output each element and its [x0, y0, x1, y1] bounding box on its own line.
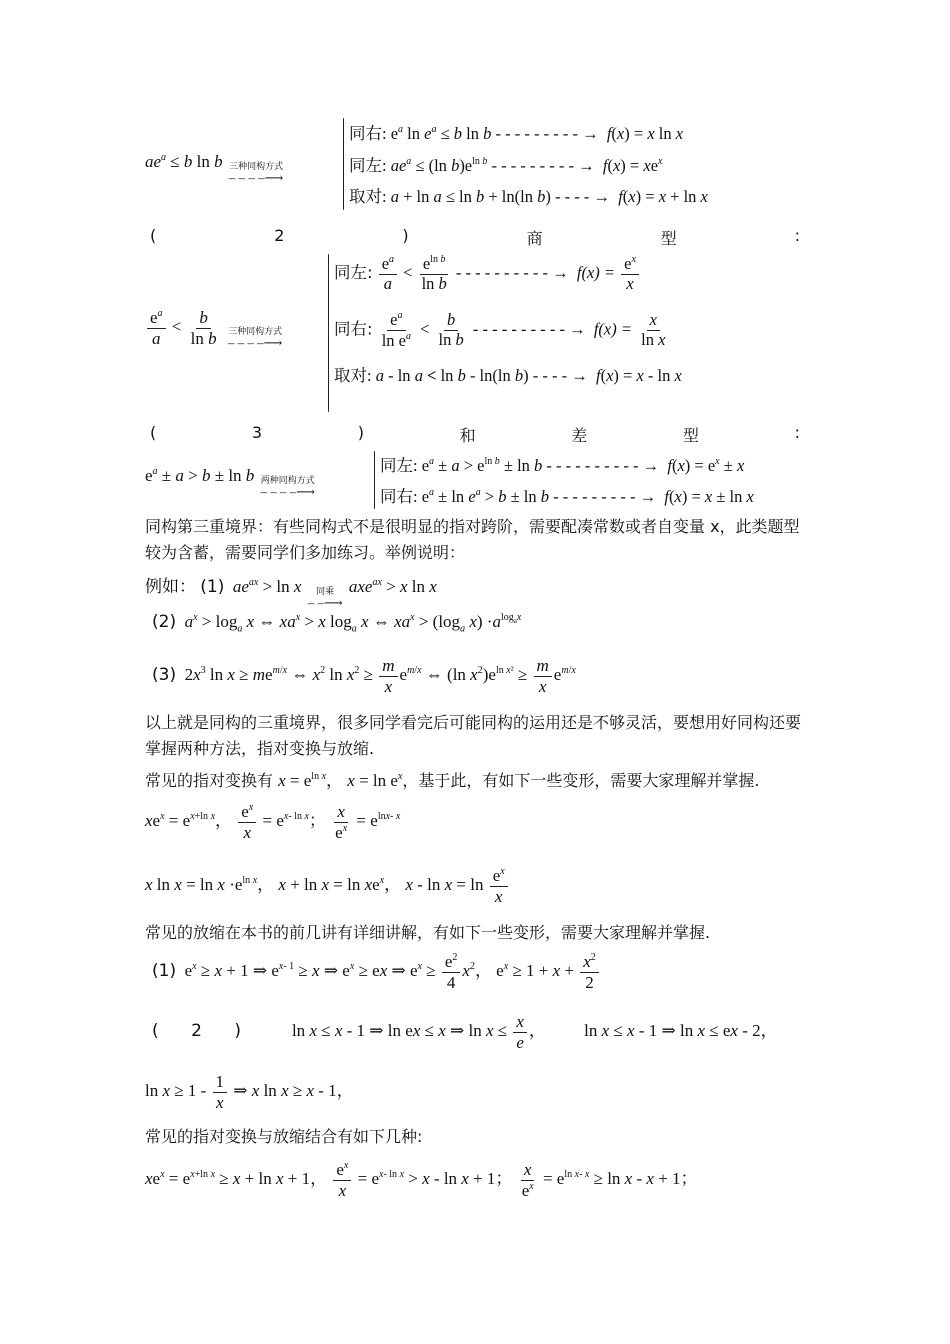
section3-arrow: 两种同构方式 – – – –⟶ — [260, 476, 315, 499]
para-summary: 以上就是同构的三重境界，很多同学看完后可能同构的运用还是不够灵活，要想用好同构还要掌握两种方法，指对变换与放缩. — [145, 713, 802, 758]
scaling-formulas-3: ln x ≥ 1 - $\frac{1}{x}$ ⇒ x ln x ≥ x - 1， — [145, 1072, 354, 1112]
transform-formulas-1: $xe^x = e^{x+ln x}$， $\frac{e^x}{x}$ = $e^{x- ln x}$； $\frac{x}{e^x}$ = $e^{lnx- x}$ — [145, 802, 401, 842]
example-3: (3) $2x^3$ $\ln x \ge me^{m/x}$ ⇔ $x^2$ $\ln x^2$ ≥ $\frac{m}{x}$ $e^{m/x}$ ⇔ (ln $x^2)e^{ln x^2}$ ≥ $\frac{m}{x}$ $e^{m/x}$ — [152, 656, 576, 696]
section3-lhs: $e^a \pm a > b \pm \ln b$ 两种同构方式 – – – –⟶ — [145, 466, 315, 499]
example-2: (2) $a^x > \log_a x$ ⇔ $xa^x > x$ $\log_a x$ ⇔ $xa^x > (\log_a$ $x) \cdot a^{log_ax}$ — [152, 612, 522, 635]
section2-lhs: $\frac{e^a}{a}$ < $\frac{b}{\text{ln b}}$ 三种同构方式 – – – –⟶ — [145, 308, 284, 349]
heading-sum-diff-type: ( 3 ) 和 差 型 : — [150, 423, 800, 445]
section3-brace — [374, 451, 375, 509]
section3-row2: 同右: $e^a \pm \ln e^a > b \pm \ln b$ - - - - - - - - - → f(x) = x ± ln x — [380, 487, 754, 506]
section1-row2: 同左: $ae^a \le (\ln$ $b)e^{ln b}$ - - - - - - - - - → $f(x) = xe^x$ — [349, 156, 663, 175]
section2-row1: 同左: $\frac{e^a}{a}$ < $\frac{e^{ln b}}{\text{ln b}}$ - - - - - - - - - - → f(x) = $\frac{e^x}{x}$ — [334, 254, 641, 294]
section2-row3: 取对: a - ln a < ln b - ln(ln b) - - - - → f(x) = x - ln x — [334, 366, 682, 385]
scaling-formulas-1: (1) $e^x \ge x + 1$ ⇒ $e^{x- 1} \ge x$ ⇒ $e^x$ ≥ ex ⇒ $e^x$ ≥ $\frac{e^2}{4}$ $x^2$， $e^x \ge 1 + x$ + $\frac{x^2}{2}$ — [152, 952, 601, 992]
scaling-formulas-2: ( 2 ) ln x ≤ x - 1 ⇒ ln ex ≤ x ⇒ ln x ≤ $\frac{x}{e}$ ， ln x ≤ x - 1 ⇒ ln x ≤ ex - 2， — [152, 1012, 778, 1052]
para-scaling: 常见的放缩在本书的前几讲有详细讲解，有如下一些变形，需要大家理解并掌握. — [145, 923, 711, 942]
section2-arrow: 三种同构方式 – – – –⟶ — [227, 326, 283, 350]
section2-brace — [328, 254, 329, 412]
section1-brace — [343, 118, 344, 210]
transform-formulas-2: x $\ln x = \ln x \cdot e^{ln x}$， $x + \ln x = \ln xe^x$， x - ln x = ln $\frac{e^x}{x}$ — [145, 866, 510, 906]
example-1: 例如： (1) $ae^{ax} > \ln x$ 同乘 – –⟶ axe$^{ax}$ > x ln x — [145, 577, 437, 610]
section1-lhs: $ae^a \le b$ ln b 三种同构方式 – – – –⟶ — [145, 152, 284, 185]
section1-row1: 同右: $e^a$ $\ln e^a \le b$ ln b - - - - - - - - - → f(x) = x ln x — [349, 124, 684, 143]
para-third-realm: 同构第三重境界：有些同构式不是很明显的指对跨阶，需要配凑常数或者自变量 x，此类题型较为含蓄，需要同学们多加练习。举例说明： — [145, 517, 800, 562]
section1-row3: 取对: a + ln a ≤ ln b + ln(ln b) - - - - → f(x) = x + ln x — [349, 187, 708, 206]
para-combined: 常见的指对变换与放缩结合有如下几种: — [145, 1127, 423, 1146]
section3-row1: 同左: $e^a \pm a > e^{ln b} \pm \ln b$ - - - - - - - - - - → $f(x) = e^x \pm x$ — [380, 456, 745, 475]
section1-arrow: 三种同构方式 – – – –⟶ — [228, 162, 284, 185]
para-transform: 常见的指对变换有 $x = e^{ln x}$， $x = \ln e^x$，基于此，有如下一些变形，需要大家理解并掌握. — [145, 771, 760, 790]
heading-quotient-type: ( 2 ) 商 型 : — [150, 226, 800, 248]
combined-formulas: $xe^x = e^{x+ln x} \ge x + \ln x + 1$， $\frac{e^x}{x}$ = $e^{x- ln x} > x - \ln x + 1$； $\frac{x}{e^x}$ = $e^{ln x- x} \ge \ln x - x + 1$； — [145, 1160, 698, 1200]
section2-row2: 同右: $\frac{e^a}{\ln e^a}$ < $\frac{b}{\text{ln b}}$ - - - - - - - - - - → f(x) = $\frac{x}{\text{ln x}}$ — [334, 310, 666, 350]
